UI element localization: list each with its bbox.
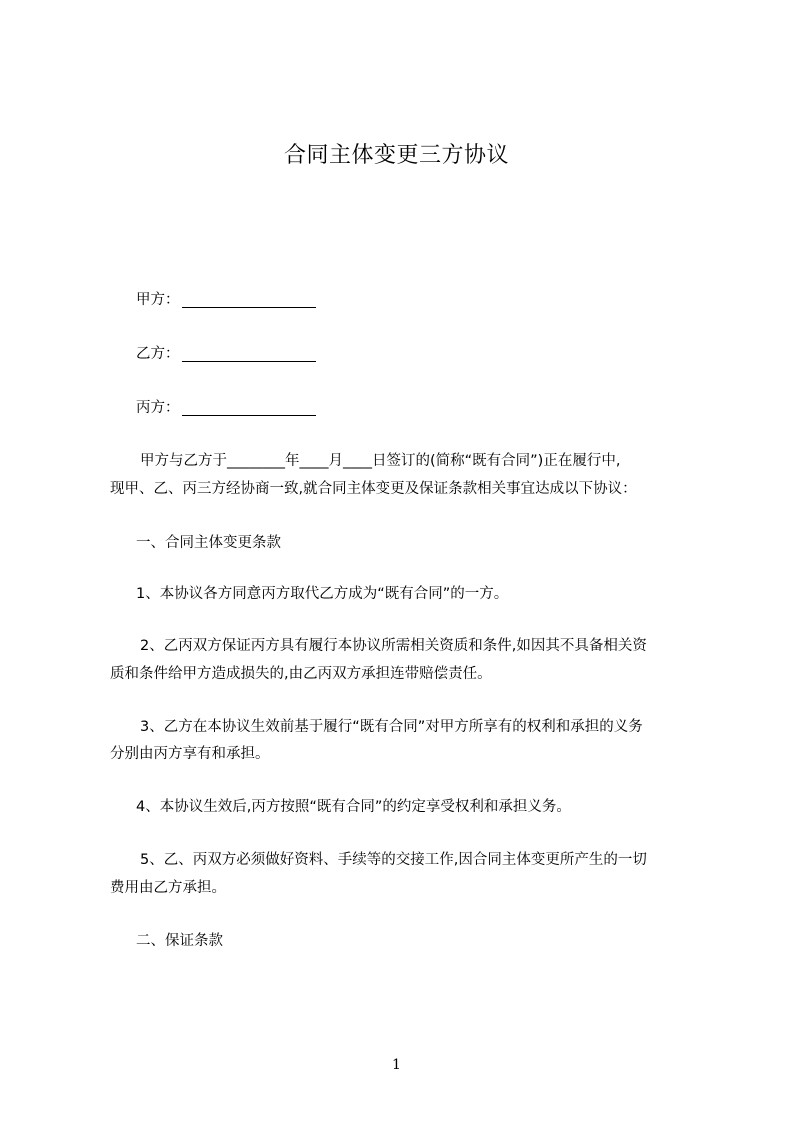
clause-1-5-line-2: 费用由乙方承担。 (110, 880, 226, 896)
party-b-blank (182, 345, 316, 362)
document-title: 合同主体变更三方协议 (283, 143, 509, 168)
party-a-label: 甲方： (136, 292, 180, 308)
clause-1-2-line-2: 质和条件给甲方造成损失的,由乙丙双方承担连带赔偿责任。 (110, 666, 492, 682)
clause-1-1: 1、本协议各方同意丙方取代乙方成为“既有合同”的一方。 (136, 586, 509, 602)
clause-1-3-line-1: 3、乙方在本协议生效前基于履行“既有合同”对甲方所享有的权利和承担的义务 (140, 719, 643, 735)
party-a-line (136, 290, 316, 310)
section-2-heading: 二、保证条款 (136, 933, 223, 949)
party-a-blank (182, 291, 316, 308)
party-c-label: 丙方： (136, 400, 180, 416)
party-c-blank (182, 399, 316, 416)
clause-1-5-line-1: 5、乙、丙双方必须做好资料、手续等的交接工作,因合同主体变更所产生的一切 (140, 852, 647, 868)
intro-line-1: 甲方与乙方于________年____月____日签订的(简称“既有合同”)正在履行中, (140, 453, 621, 469)
clause-1-3-line-2: 分别由丙方享有和承担。 (110, 746, 270, 762)
section-1-heading: 一、合同主体变更条款 (136, 535, 281, 551)
party-b-line (136, 344, 316, 364)
party-c-line (136, 398, 316, 418)
clause-1-2-line-1: 2、乙丙双方保证丙方具有履行本协议所需相关资质和条件,如因其不具备相关资 (140, 638, 647, 654)
party-b-label: 乙方： (136, 346, 180, 362)
clause-1-4: 4、本协议生效后,丙方按照“既有合同”的约定享受权利和承担义务。 (136, 799, 571, 815)
page-number: 1 (392, 1057, 401, 1073)
intro-line-2: 现甲、乙、丙三方经协商一致,就合同主体变更及保证条款相关事宜达成以下协议： (110, 481, 637, 497)
